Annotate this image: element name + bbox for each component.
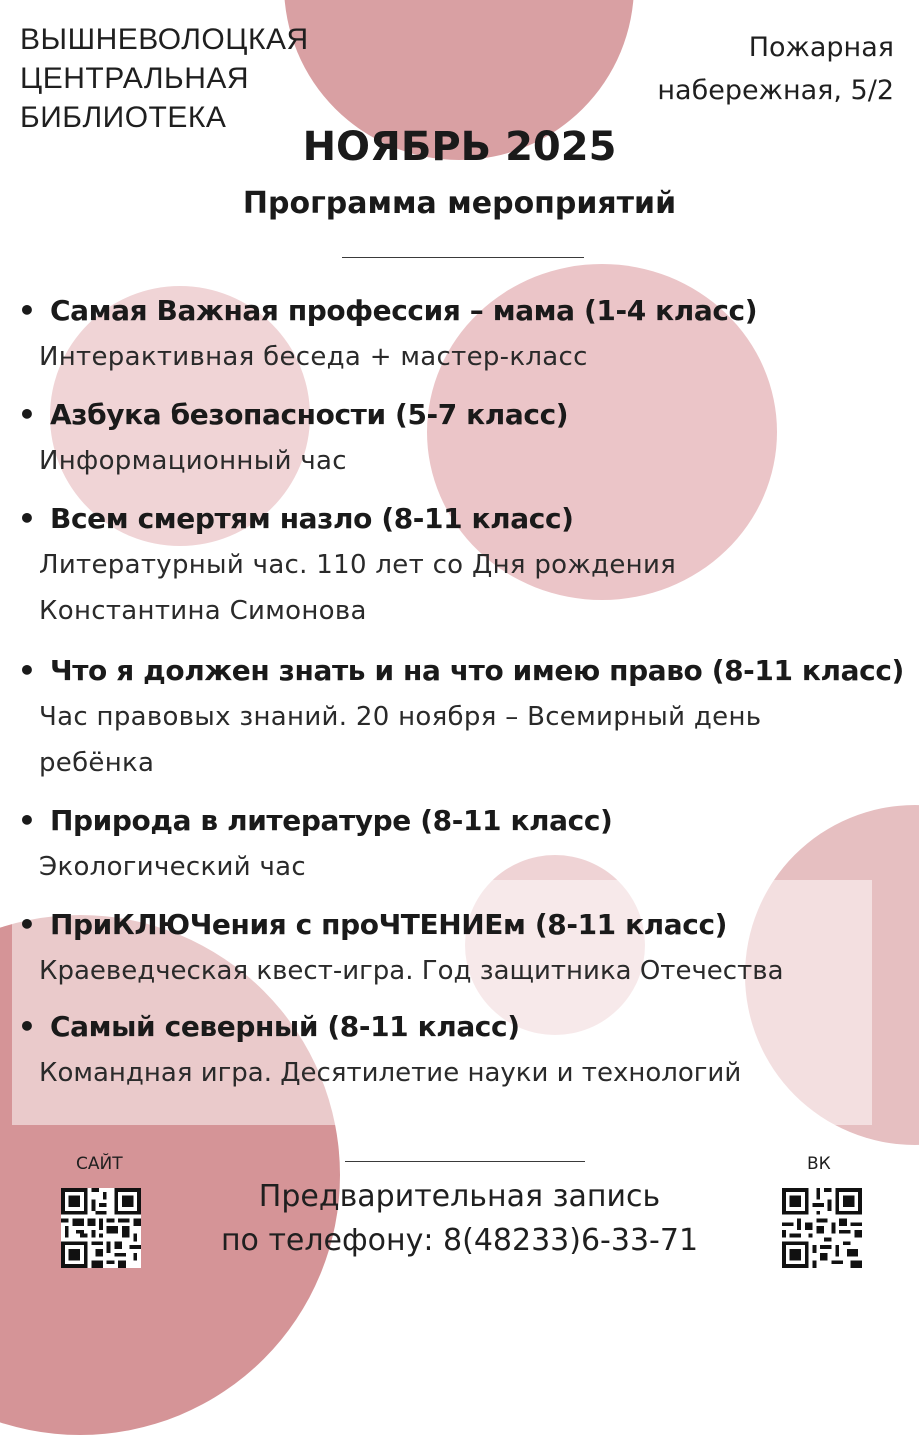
event-item [18, 648, 904, 786]
bullet-icon: • [18, 804, 36, 837]
bullet-icon: • [18, 1010, 36, 1043]
event-item [18, 288, 898, 380]
event-title-row [18, 392, 898, 438]
event-title: Самая Важная профессия – мама (1-4 класс) [50, 294, 758, 327]
registration-info [0, 1175, 919, 1263]
events-list [18, 288, 904, 1096]
event-description: Информационный час [39, 446, 347, 476]
event-title: Самый северный (8-11 класс) [50, 1010, 520, 1043]
library-name-line: ВЫШНЕВОЛОЦКАЯ [20, 23, 309, 56]
bullet-icon: • [18, 502, 36, 535]
event-description: Командная игра. Десятилетие науки и технологий [39, 1058, 742, 1088]
event-description: Краеведческая квест-игра. Год защитника Отечества [39, 956, 784, 986]
divider-bottom [345, 1161, 585, 1162]
event-item [18, 902, 898, 994]
event-description: Интерактивная беседа + мастер-класс [39, 342, 588, 372]
event-item [18, 798, 898, 890]
bullet-icon: • [18, 908, 36, 941]
event-title: Всем смертям назло (8-11 класс) [50, 502, 574, 535]
event-title: ПриКЛЮЧения с проЧТЕНИЕм (8-11 класс) [50, 908, 728, 941]
event-title: Что я должен знать и на что имею право (8-11 класс) [50, 654, 904, 687]
address [657, 26, 894, 112]
event-item [18, 392, 898, 484]
library-name [20, 20, 309, 137]
address-line: Пожарная [748, 32, 894, 63]
event-item [18, 1004, 898, 1096]
event-title-row [18, 902, 898, 948]
page-title: НОЯБРЬ 2025 [302, 124, 617, 170]
event-title: Азбука безопасности (5-7 класс) [50, 398, 569, 431]
bullet-icon: • [18, 654, 36, 687]
event-title-row [18, 288, 898, 334]
address-line: набережная, 5/2 [657, 75, 894, 106]
event-title: Природа в литературе (8-11 класс) [50, 804, 613, 837]
registration-phone[interactable]: по телефону: 8(48233)6-33-71 [220, 1223, 699, 1258]
bullet-icon: • [18, 398, 36, 431]
event-description: Литературный час. 110 лет со Дня рождения Константина Симонова [39, 550, 677, 626]
bullet-icon: • [18, 294, 36, 327]
library-name-line: ЦЕНТРАЛЬНАЯ [20, 62, 250, 95]
divider-top [342, 257, 584, 258]
registration-line: Предварительная запись [258, 1179, 661, 1214]
vk-label: ВК [807, 1154, 831, 1174]
event-title-row [18, 648, 904, 694]
event-title-row [18, 1004, 898, 1050]
event-description: Экологический час [39, 852, 306, 882]
event-description: Час правовых знаний. 20 ноября – Всемирный день ребёнка [39, 702, 762, 778]
event-item [18, 496, 898, 634]
event-title-row [18, 798, 898, 844]
site-label: САЙТ [76, 1154, 123, 1174]
event-title-row [18, 496, 898, 542]
page-subtitle: Программа мероприятий [242, 186, 677, 221]
library-name-line: БИБЛИОТЕКА [20, 101, 227, 134]
